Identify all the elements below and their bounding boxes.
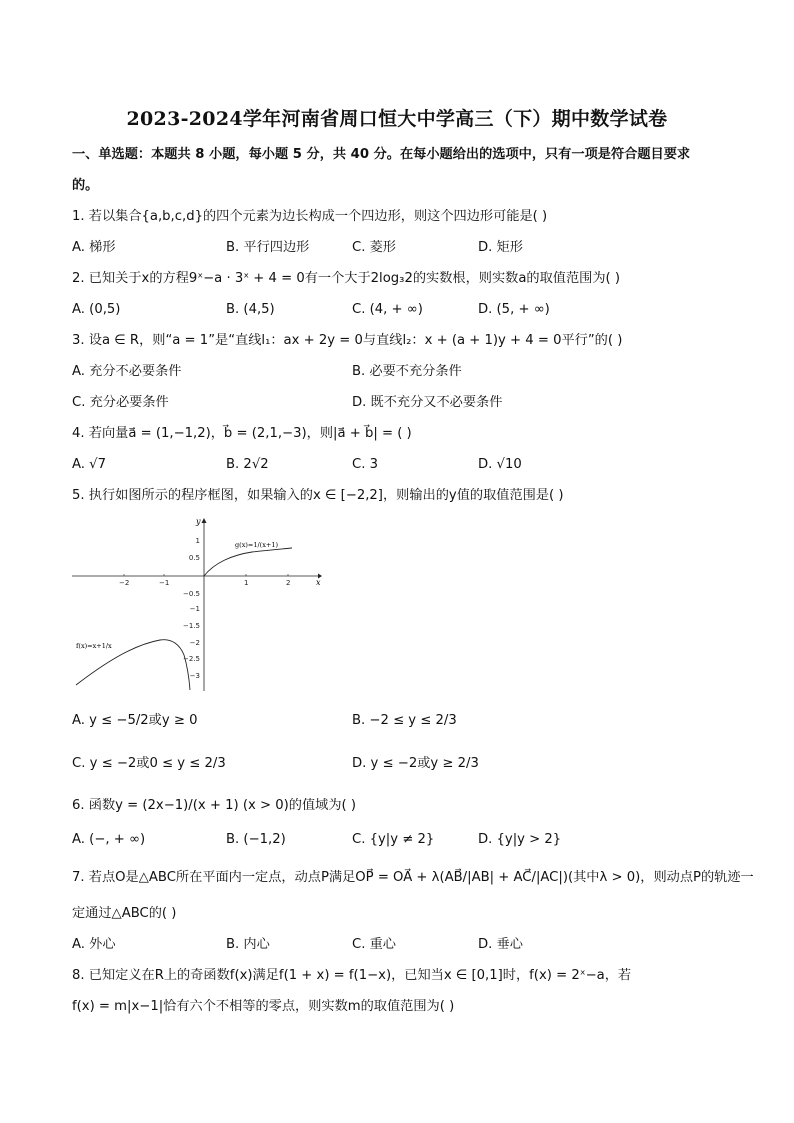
question-3-stem: 3. 设a ∈ R，则“a = 1”是“直线l₁：ax + 2y = 0与直线l₂：x + (a + 1)y + 4 = 0平行”的( ) [72,333,623,348]
function-graph-figure [72,515,322,695]
page-title: 2023-2024学年河南省周口恒大中学高三（下）期中数学试卷 [126,108,668,130]
y-tick-label: −3 [189,672,200,680]
q2-option-d[interactable]: D. (5, + ∞) [478,302,550,317]
q4-option-c[interactable]: C. 3 [352,457,378,472]
y-axis-arrow [202,518,207,523]
q1-option-a[interactable]: A. 梯形 [72,240,116,255]
q3-option-c[interactable]: C. 充分必要条件 [72,395,169,410]
y-tick-label: −1.5 [183,622,200,630]
x-tick-label: 2 [286,579,291,587]
q1-option-d[interactable]: D. 矩形 [478,240,523,255]
q5-option-d[interactable]: D. y ≤ −2或y ≥ 2/3 [352,756,479,771]
q7-option-b[interactable]: B. 内心 [226,937,270,952]
q4-option-a[interactable]: A. √7 [72,457,106,472]
section-heading: 一、单选题：本题共 8 小题，每小题 5 分，共 40 分。在每小题给出的选项中，只有一项是符合题目要求 [72,147,691,162]
q2-option-c[interactable]: C. (4, + ∞) [352,302,423,317]
y-tick-label: 0.5 [188,554,200,562]
question-8-stem: 8. 已知定义在R上的奇函数f(x)满足f(1 + x) = f(1−x)，已知当x ∈ [0,1]时，f(x) = 2ˣ−a，若 [72,968,632,983]
question-1-stem: 1. 若以集合{a,b,c,d}的四个元素为边长构成一个四边形，则这个四边形可能是( ) [72,209,548,224]
y-tick-label: −2 [189,639,200,647]
y-axis-label: y [196,517,201,526]
question-2-stem: 2. 已知关于x的方程9ˣ−a · 3ˣ + 4 = 0有一个大于2log₃2的实数根，则实数a的取值范围为( ) [72,271,621,286]
q7-option-c[interactable]: C. 重心 [352,937,396,952]
question-7-stem-cont: 定通过△ABC的( ) [72,906,177,921]
x-tick-label: 1 [244,579,249,587]
q4-option-b[interactable]: B. 2√2 [226,457,269,472]
q4-option-d[interactable]: D. √10 [478,457,522,472]
q3-option-a[interactable]: A. 充分不必要条件 [72,364,182,379]
q2-option-a[interactable]: A. (0,5) [72,302,121,317]
q2-option-b[interactable]: B. (4,5) [226,302,275,317]
g-curve-label: g(x)=1/(x+1) [235,541,278,549]
q1-option-c[interactable]: C. 菱形 [352,240,396,255]
q7-option-a[interactable]: A. 外心 [72,937,116,952]
g-curve [204,548,292,576]
question-4-stem: 4. 若向量a⃗ = (1,−1,2)，b⃗ = (2,1,−3)，则|a⃗ + b⃗| = ( ) [72,426,412,441]
q6-option-c[interactable]: C. {y|y ≠ 2} [352,832,435,847]
x-tick-label: −2 [119,579,130,587]
q5-option-b[interactable]: B. −2 ≤ y ≤ 2/3 [352,713,457,728]
y-tick-label: −2.5 [183,655,200,663]
question-5-stem: 5. 执行如图所示的程序框图，如果输入的x ∈ [−2,2]，则输出的y值的取值范围是( ) [72,488,564,503]
question-8-stem-cont: f(x) = m|x−1|恰有六个不相等的零点，则实数m的取值范围为( ) [72,999,455,1014]
y-tick-label: −1 [189,605,200,613]
q5-option-a[interactable]: A. y ≤ −5/2或y ≥ 0 [72,713,198,728]
x-axis-label: x [316,578,321,587]
question-7-stem: 7. 若点O是△ABC所在平面内一定点，动点P满足OP⃗ = OA⃗ + λ(AB⃗/|AB| + AC⃗/|AC|)(其中λ > 0)，则动点P的轨迹一 [72,870,754,885]
q6-option-b[interactable]: B. (−1,2) [226,832,286,847]
q7-option-d[interactable]: D. 垂心 [478,937,523,952]
q3-option-d[interactable]: D. 既不充分又不必要条件 [352,395,503,410]
f-curve-label: f(x)=x+1/x [76,642,112,650]
question-6-stem: 6. 函数y = (2x−1)/(x + 1) (x > 0)的值域为( ) [72,798,357,813]
q5-option-c[interactable]: C. y ≤ −2或0 ≤ y ≤ 2/3 [72,756,226,771]
x-tick-label: −1 [159,579,170,587]
q3-option-b[interactable]: B. 必要不充分条件 [352,364,462,379]
q6-option-a[interactable]: A. (−, + ∞) [72,832,146,847]
q6-option-d[interactable]: D. {y|y > 2} [478,832,562,847]
y-tick-label: 1 [195,537,200,545]
y-tick-label: −0.5 [183,590,200,598]
q1-option-b[interactable]: B. 平行四边形 [226,240,310,255]
section-heading-cont: 的。 [72,178,99,193]
